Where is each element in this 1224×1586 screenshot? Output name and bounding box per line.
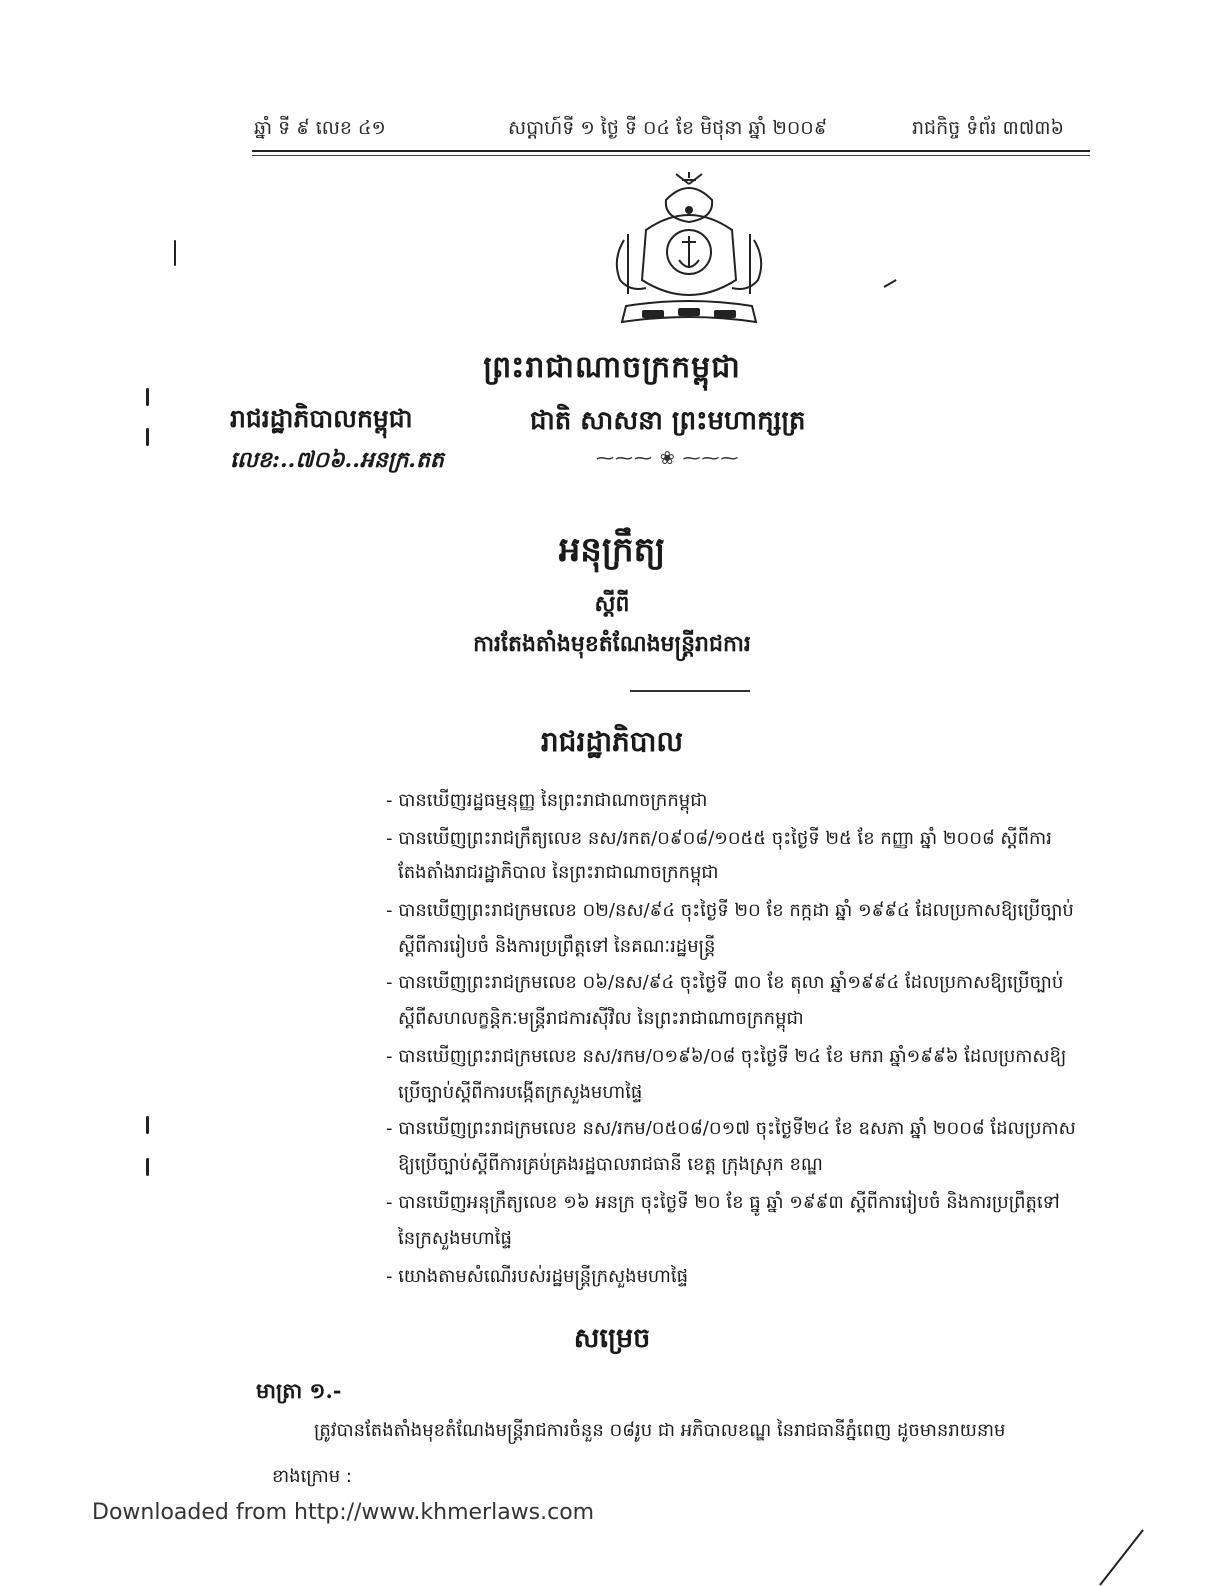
margin-mark (146, 1116, 149, 1134)
clause-8: - យោងតាមសំណើរបស់រដ្ឋមន្ត្រីក្រសួងមហាផ្ទៃ (386, 1266, 688, 1287)
issuing-authority: រាជរដ្ឋាភិបាល (540, 725, 684, 758)
clause-2-cont: តែងតាំងរាជរដ្ឋាភិបាល នៃព្រះរាជាណាចក្រកម្ពុជា (398, 862, 719, 883)
clause-7-cont: នៃក្រសួងមហាផ្ទៃ (398, 1228, 512, 1249)
royal-coat-of-arms-icon (606, 170, 772, 340)
pen-mark (884, 279, 897, 288)
gazette-page-number: រាជកិច្ច ទំព័រ ៣៧៣៦ (912, 117, 1064, 139)
document-subject: ការតែងតាំងមុខតំណែងមន្ត្រីរាជការ (473, 631, 751, 657)
margin-mark (174, 240, 176, 266)
clause-2: - បានឃើញព្រះរាជក្រឹត្យលេខ នស/រកត/០៩០៨/១០៥៥ ចុះថ្ងៃទី ២៥ ខែ កញ្ញា ឆ្នាំ ២០០៨ ស្ដីពីការ (386, 828, 1052, 849)
kingdom-title: ព្រះរាជាណាចក្រកម្ពុជា (483, 350, 741, 385)
ornament-divider: ⁓⁓⁓ ❀ ⁓⁓⁓ (596, 448, 740, 469)
clause-6-cont: ឱ្យប្រើច្បាប់ស្ដីពីការគ្រប់គ្រងរដ្ឋបាលរាជធានី ខេត្ត ក្រុងស្រុក ខណ្ឌ (398, 1154, 823, 1175)
issuer-name: រាជរដ្ឋាភិបាលកម្ពុជា (230, 404, 413, 433)
clause-5-cont: ប្រើច្បាប់ស្ដីពីការបង្កើតក្រសួងមហាផ្ទៃ (398, 1082, 643, 1103)
clause-6: - បានឃើញព្រះរាជក្រមលេខ នស/រកម/០៥០៨/០១៧ ចុះថ្ងៃទី២៤ ខែ ឧសភា ឆ្នាំ ២០០៨ ដែលប្រកាស (386, 1118, 1076, 1139)
clause-1: - បានឃើញរដ្ឋធម្មនុញ្ញ នៃព្រះរាជាណាចក្រកម្ពុជា (386, 790, 708, 811)
download-source: Downloaded from http://www.khmerlaws.com (92, 1500, 595, 1525)
title-divider (630, 690, 750, 692)
header-rule (252, 150, 1090, 152)
gazette-date: សប្ដាហ៍ទី ១ ថ្ងៃ ទី ០៤ ខែ មិថុនា ឆ្នាំ ២០០៩ (508, 117, 828, 139)
clause-4-cont: ស្ដីពីសហលក្ខន្តិកៈមន្ត្រីរាជការស៊ីវិល នៃព្រះរាជាណាចក្រកម្ពុជា (398, 1008, 804, 1029)
clause-5: - បានឃើញព្រះរាជក្រមលេខ នស/រកម/០១៩៦/០៨ ចុះថ្ងៃទី ២៤ ខែ មករា ឆ្នាំ១៩៩៦ ដែលប្រកាសឱ្យ (386, 1046, 1067, 1067)
margin-mark (146, 428, 149, 446)
margin-mark (146, 1158, 149, 1176)
reference-number: លេខ:..៧០៦..អនក្រ.តត (230, 447, 444, 473)
national-motto: ជាតិ សាសនា ព្រះមហាក្សត្រ (530, 406, 806, 436)
article-text-cont: ខាងក្រោម : (272, 1466, 352, 1487)
gazette-issue: ឆ្នាំ ទី ៩ លេខ ៤១ (254, 117, 386, 139)
decision-heading: សម្រេច (573, 1323, 651, 1354)
clause-4: - បានឃើញព្រះរាជក្រមលេខ ០៦/នស/៩៤ ចុះថ្ងៃទី ៣០ ខែ តុលា ឆ្នាំ១៩៩៤ ដែលប្រកាសឱ្យប្រើច្បាប់ (386, 972, 1064, 993)
article-text: ត្រូវបានតែងតាំងមុខតំណែងមន្ត្រីរាជការចំនួន ០៨រូប ជា អភិបាលខណ្ឌ នៃរាជធានីភ្នំពេញ ដូចមានរាយនាម (314, 1420, 1006, 1441)
header-rule-thin (252, 155, 1090, 156)
article-heading: មាត្រា ១.- (256, 1378, 342, 1403)
clause-3: - បានឃើញព្រះរាជក្រមលេខ ០២/នស/៩៤ ចុះថ្ងៃទី ២០ ខែ កក្កដា ឆ្នាំ ១៩៩៤ ដែលប្រកាសឱ្យប្រើច្បាប់ (386, 900, 1074, 921)
pen-mark (1099, 1529, 1144, 1585)
about-label: ស្ដីពី (594, 591, 630, 617)
margin-mark (146, 388, 149, 406)
clause-3-cont: ស្ដីពីការរៀបចំ និងការប្រព្រឹត្តទៅ នៃគណៈរដ្ឋមន្ត្រី (398, 936, 716, 957)
document-type: អនុក្រឹត្យ (558, 530, 666, 570)
clause-7: - បានឃើញអនុក្រឹត្យលេខ ១៦ អនក្រ ចុះថ្ងៃទី ២០ ខែ ធ្នូ ឆ្នាំ ១៩៩៣ ស្ដីពីការរៀបចំ និងការប្រព្រឹត្តទៅ (386, 1192, 1060, 1213)
